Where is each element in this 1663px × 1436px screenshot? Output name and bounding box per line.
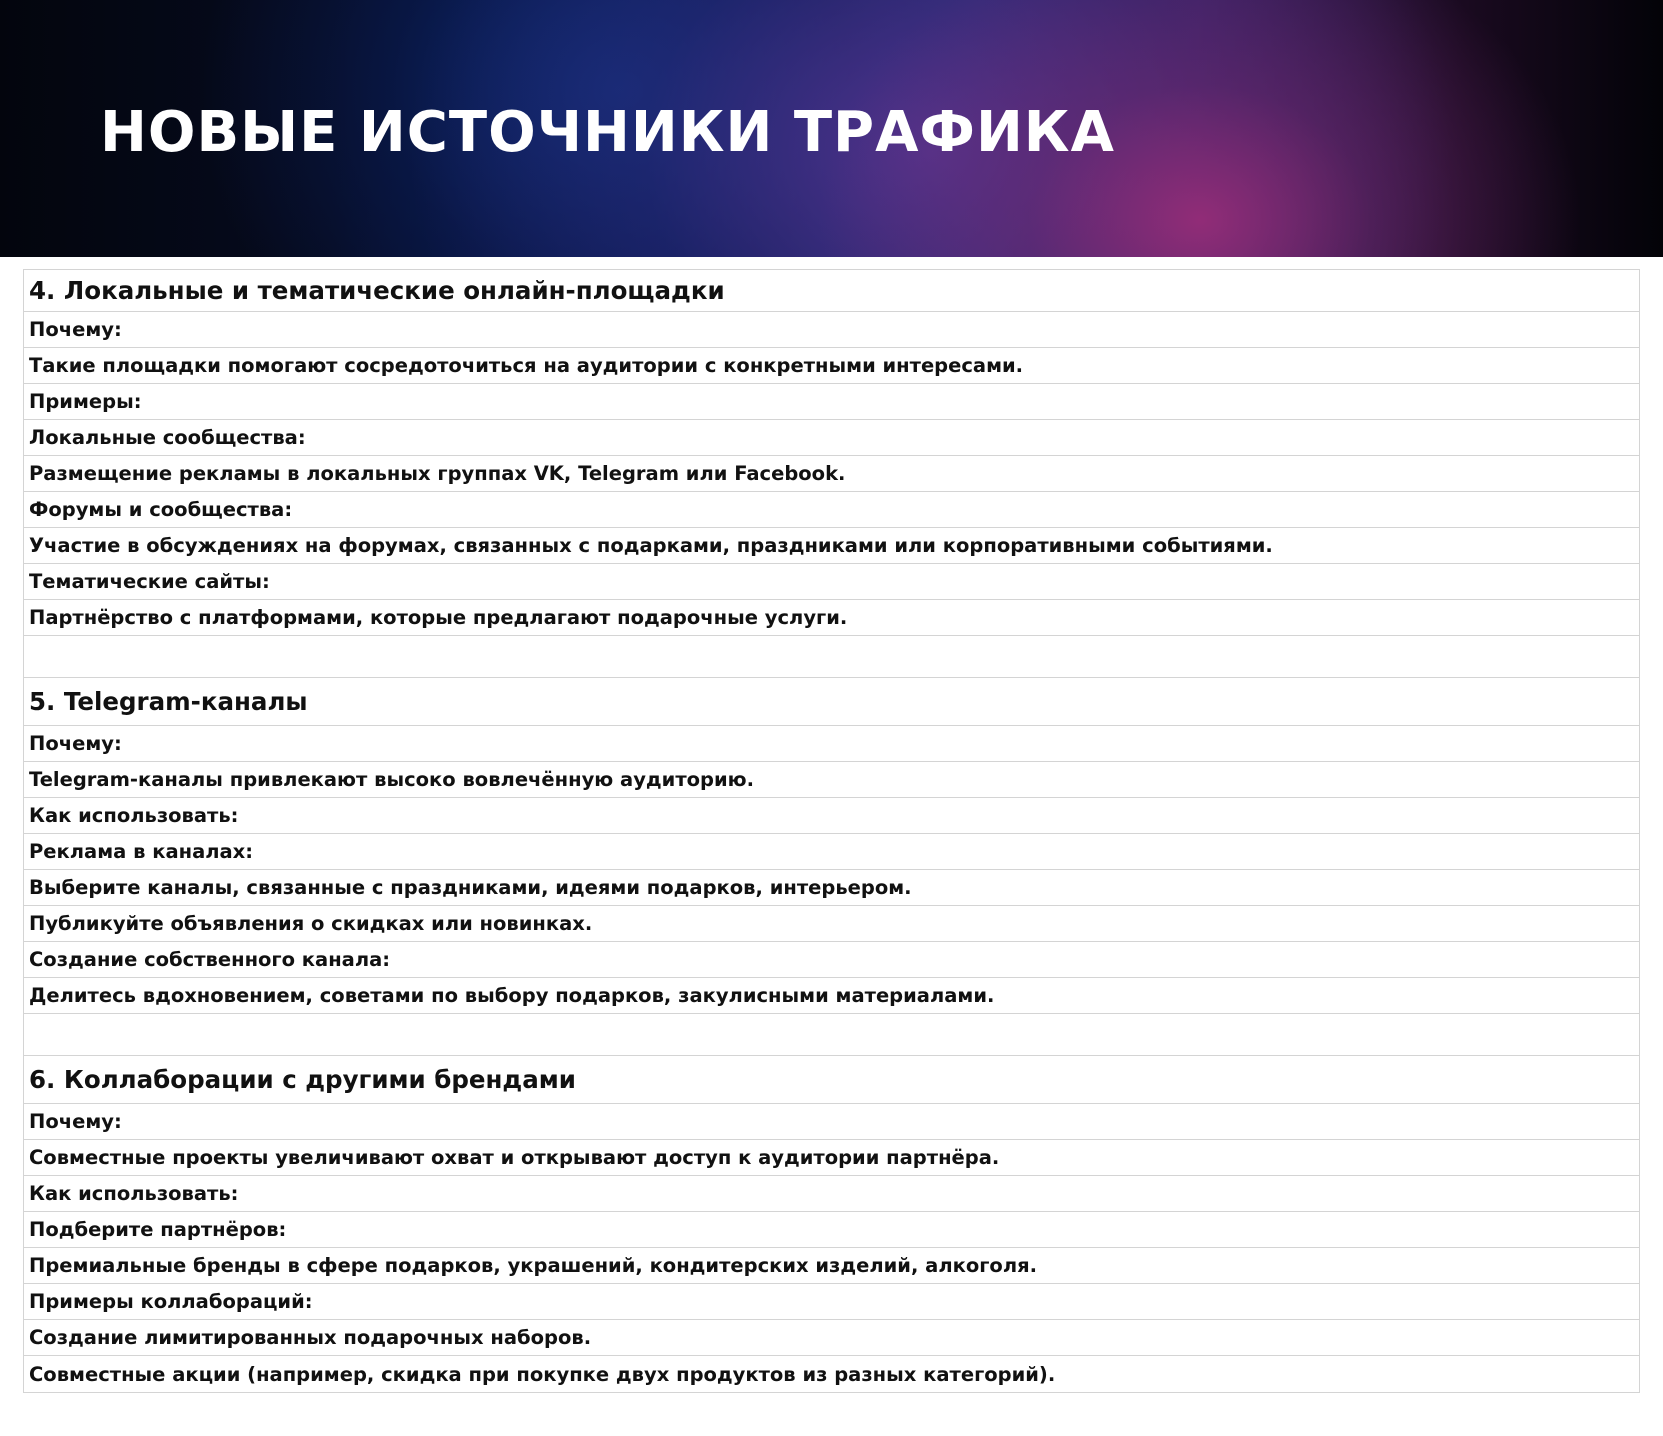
table-row: Такие площадки помогают сосредоточиться на аудитории с конкретными интересами.: [24, 348, 1639, 384]
table-row: Делитесь вдохновением, советами по выбору подарков, закулисными материалами.: [24, 978, 1639, 1014]
table-row: Локальные сообщества:: [24, 420, 1639, 456]
header-banner: [0, 0, 1663, 257]
table-row: Создание лимитированных подарочных наборов.: [24, 1320, 1639, 1356]
page-title: НОВЫЕ ИСТОЧНИКИ ТРАФИКА: [100, 100, 1115, 165]
table-row: Подберите партнёров:: [24, 1212, 1639, 1248]
empty-row: [24, 636, 1639, 678]
table-row: Реклама в каналах:: [24, 834, 1639, 870]
table-row: Как использовать:: [24, 798, 1639, 834]
table-row: Тематические сайты:: [24, 564, 1639, 600]
table-row: Почему:: [24, 1104, 1639, 1140]
table-row: Форумы и сообщества:: [24, 492, 1639, 528]
table-row: Совместные проекты увеличивают охват и открывают доступ к аудитории партнёра.: [24, 1140, 1639, 1176]
table-row: Примеры:: [24, 384, 1639, 420]
table-row: Выберите каналы, связанные с праздниками, идеями подарков, интерьером.: [24, 870, 1639, 906]
section-heading: 5. Telegram-каналы: [24, 678, 1639, 726]
table-row: Создание собственного канала:: [24, 942, 1639, 978]
table-row: Партнёрство с платформами, которые предлагают подарочные услуги.: [24, 600, 1639, 636]
empty-row: [24, 1014, 1639, 1056]
table-row: Почему:: [24, 726, 1639, 762]
table-row: Совместные акции (например, скидка при покупке двух продуктов из разных категорий).: [29, 1362, 1056, 1386]
table-row: Участие в обсуждениях на форумах, связанных с подарками, праздниками или корпоративными событиями.: [24, 528, 1639, 564]
table-row: Почему:: [24, 312, 1639, 348]
table-row: Как использовать:: [24, 1176, 1639, 1212]
content-table: [23, 269, 1640, 1393]
section-heading: 4. Локальные и тематические онлайн-площадки: [24, 270, 1639, 312]
table-row: Telegram-каналы привлекают высоко вовлечённую аудиторию.: [24, 762, 1639, 798]
section-heading: 6. Коллаборации с другими брендами: [24, 1056, 1639, 1104]
table-row: Публикуйте объявления о скидках или новинках.: [24, 906, 1639, 942]
table-row: Премиальные бренды в сфере подарков, украшений, кондитерских изделий, алкоголя.: [24, 1248, 1639, 1284]
table-row: Размещение рекламы в локальных группах VK, Telegram или Facebook.: [24, 456, 1639, 492]
table-row: Примеры коллабораций:: [24, 1284, 1639, 1320]
